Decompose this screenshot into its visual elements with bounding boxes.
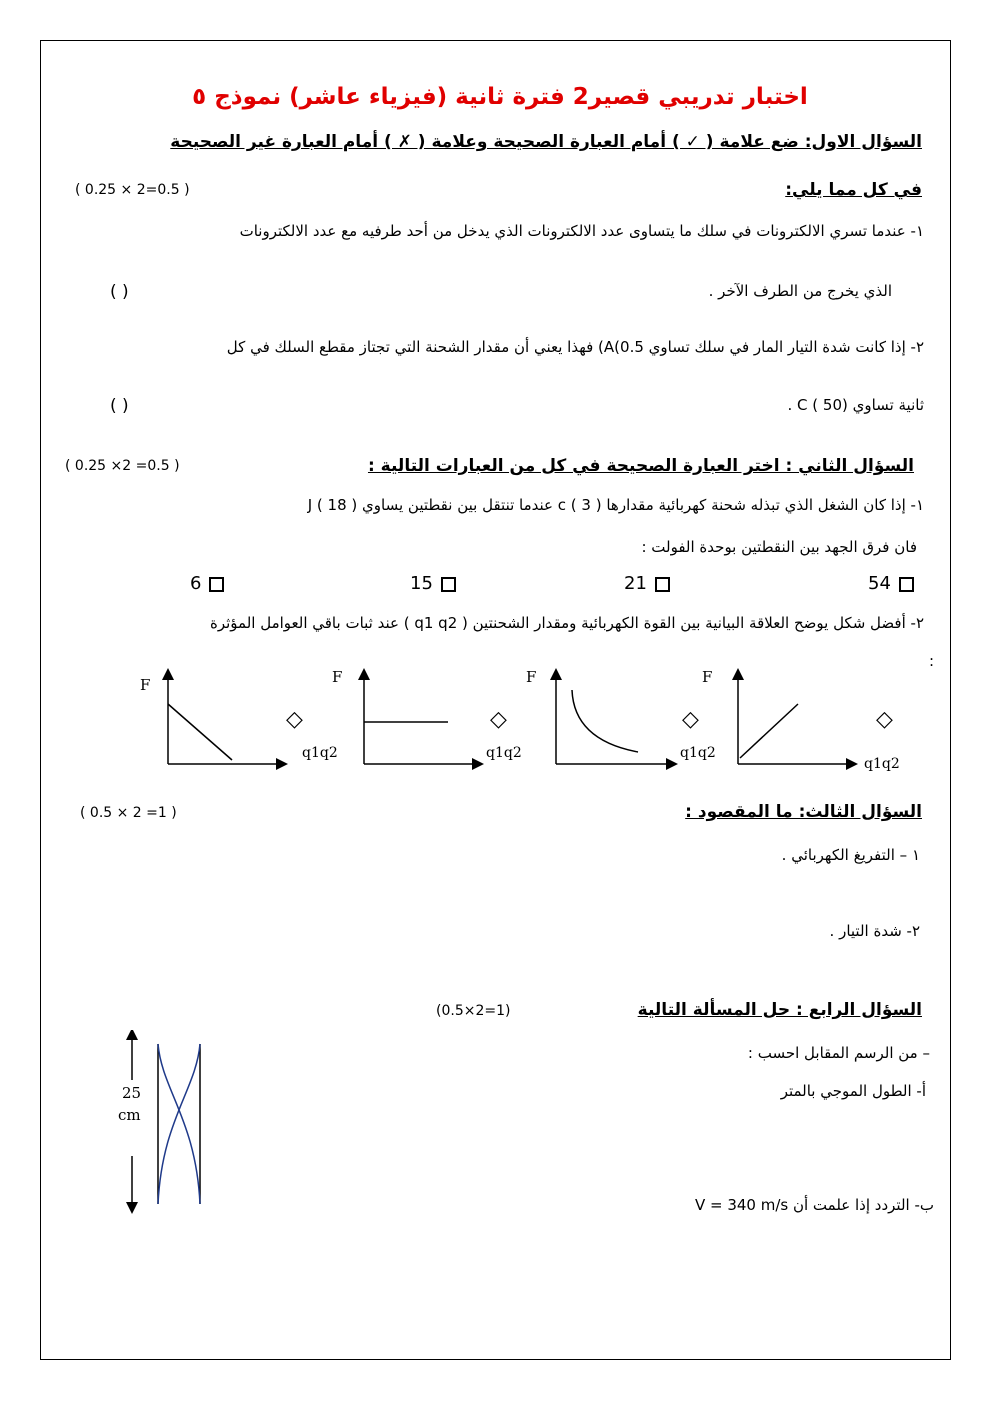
q1-item2-line1: ٢- إذا كانت شدة التيار المار في سلك تساوي 0.5)A) فهذا يعني أن مقدار الشحنة التي تجتاز مقطع السلك في كل <box>226 338 924 356</box>
wave-loop-1 <box>158 1044 200 1204</box>
q1-item1-answer-box[interactable]: ( ) <box>110 282 129 302</box>
graph1-x-label: q1q2 <box>302 745 338 761</box>
graph3-y-label: F <box>526 668 537 686</box>
q2-item1-line2: فان فرق الجهد بين النقطتين بوحدة الفولت : <box>641 538 917 556</box>
graph2-select-diamond-icon[interactable]: ◇ <box>490 707 507 732</box>
checkbox-icon[interactable] <box>441 577 456 592</box>
q1-item1-line2: الذي يخرج من الطرف الآخر . <box>708 282 892 300</box>
q2-option-54[interactable]: 54 <box>868 573 914 594</box>
q1-item1-line1: ١- عندما تسري الالكترونات في سلك ما يتساوى عدد الالكترونات الذي يدخل من أحد طرفيه مع عدد الالكترونات <box>239 222 924 240</box>
wave-length-value: 25 <box>122 1084 142 1102</box>
checkbox-icon[interactable] <box>655 577 670 592</box>
graph3-select-diamond-icon[interactable]: ◇ <box>682 707 699 732</box>
q3-heading: السؤال الثالث: ما المقصود : <box>685 802 922 822</box>
q1-item2-line2: ثانية تساوي C ( 50) . <box>787 396 924 414</box>
graph2-y-label: F <box>332 668 343 686</box>
graph4-x-label: q1q2 <box>864 756 900 772</box>
wave-length-unit: cm <box>118 1106 141 1124</box>
graph-increasing-line[interactable] <box>702 668 900 772</box>
q2-option-15[interactable]: 15 <box>410 573 456 594</box>
q1-heading: السؤال الاول: ضع علامة ( ✓ ) أمام العبارة الصحيحة وعلامة ( ✗ ) أمام العبارة غير الصحيحة <box>170 132 922 152</box>
graph3-x-label: q1q2 <box>680 745 716 761</box>
q2-item1-line1: ١- إذا كان الشغل الذي تبذله شحنة كهربائية مقدارها c ( 3 ) عندما تنتقل بين نقطتين يساوي J ( 18 ) <box>307 496 924 514</box>
graph-decreasing-line[interactable] <box>140 674 338 764</box>
q1-item2-answer-box[interactable]: ( ) <box>110 396 129 416</box>
graph4-select-diamond-icon[interactable]: ◇ <box>876 707 893 732</box>
q2-item2-line1: ٢- أفضل شكل يوضح العلاقة البيانية بين القوة الكهربائية ومقدار الشحنتين ( q1 q2 ) عند ثبات باقي العوامل المؤثرة <box>209 614 924 632</box>
graph-constant-line[interactable] <box>332 668 522 764</box>
graph4-y-label: F <box>702 668 713 686</box>
q2-marks: ( 0.25 ×2 =0.5 ) <box>65 458 180 474</box>
q4-marks: (0.5×2=1) <box>436 1003 511 1019</box>
q4-line2: أ- الطول الموجي بالمتر <box>780 1082 926 1100</box>
q1-marks: ( 0.25 × 2=0.5 ) <box>75 182 190 198</box>
q2-option-6[interactable]: 6 <box>190 573 224 594</box>
checkbox-icon[interactable] <box>899 577 914 592</box>
graph2-x-label: q1q2 <box>486 745 522 761</box>
q4-line1: – من الرسم المقابل احسب : <box>747 1044 930 1062</box>
q3-item2: ٢- شدة التيار . <box>829 922 920 940</box>
checkbox-icon[interactable] <box>209 577 224 592</box>
standing-wave-figure <box>100 1030 220 1220</box>
q2-option-21[interactable]: 21 <box>624 573 670 594</box>
graph1-select-diamond-icon[interactable]: ◇ <box>286 707 303 732</box>
q3-item1: ١ – التفريغ الكهربائي . <box>781 846 920 864</box>
page-title: اختبار تدريبي قصير2 فترة ثانية (فيزياء عاشر) نموذج ٥ <box>192 84 808 110</box>
q2-heading: السؤال الثاني : اختر العبارة الصحيحة في كل من العبارات التالية : <box>367 456 914 476</box>
q2-graph-options <box>0 660 992 780</box>
q3-marks: ( 0.5 × 2 =1 ) <box>80 805 177 821</box>
q1-heading-continued: في كل مما يلي: <box>785 180 922 200</box>
q4-line3: ب- التردد إذا علمت أن V = 340 m/s <box>694 1196 934 1214</box>
graph-inverse-curve[interactable] <box>526 668 716 764</box>
q2-item2-line2: : <box>928 652 934 670</box>
wave-loop-2 <box>158 1044 200 1204</box>
q4-heading: السؤال الرابع : حل المسألة التالية <box>637 1000 922 1020</box>
graph1-y-label: F <box>140 676 151 694</box>
